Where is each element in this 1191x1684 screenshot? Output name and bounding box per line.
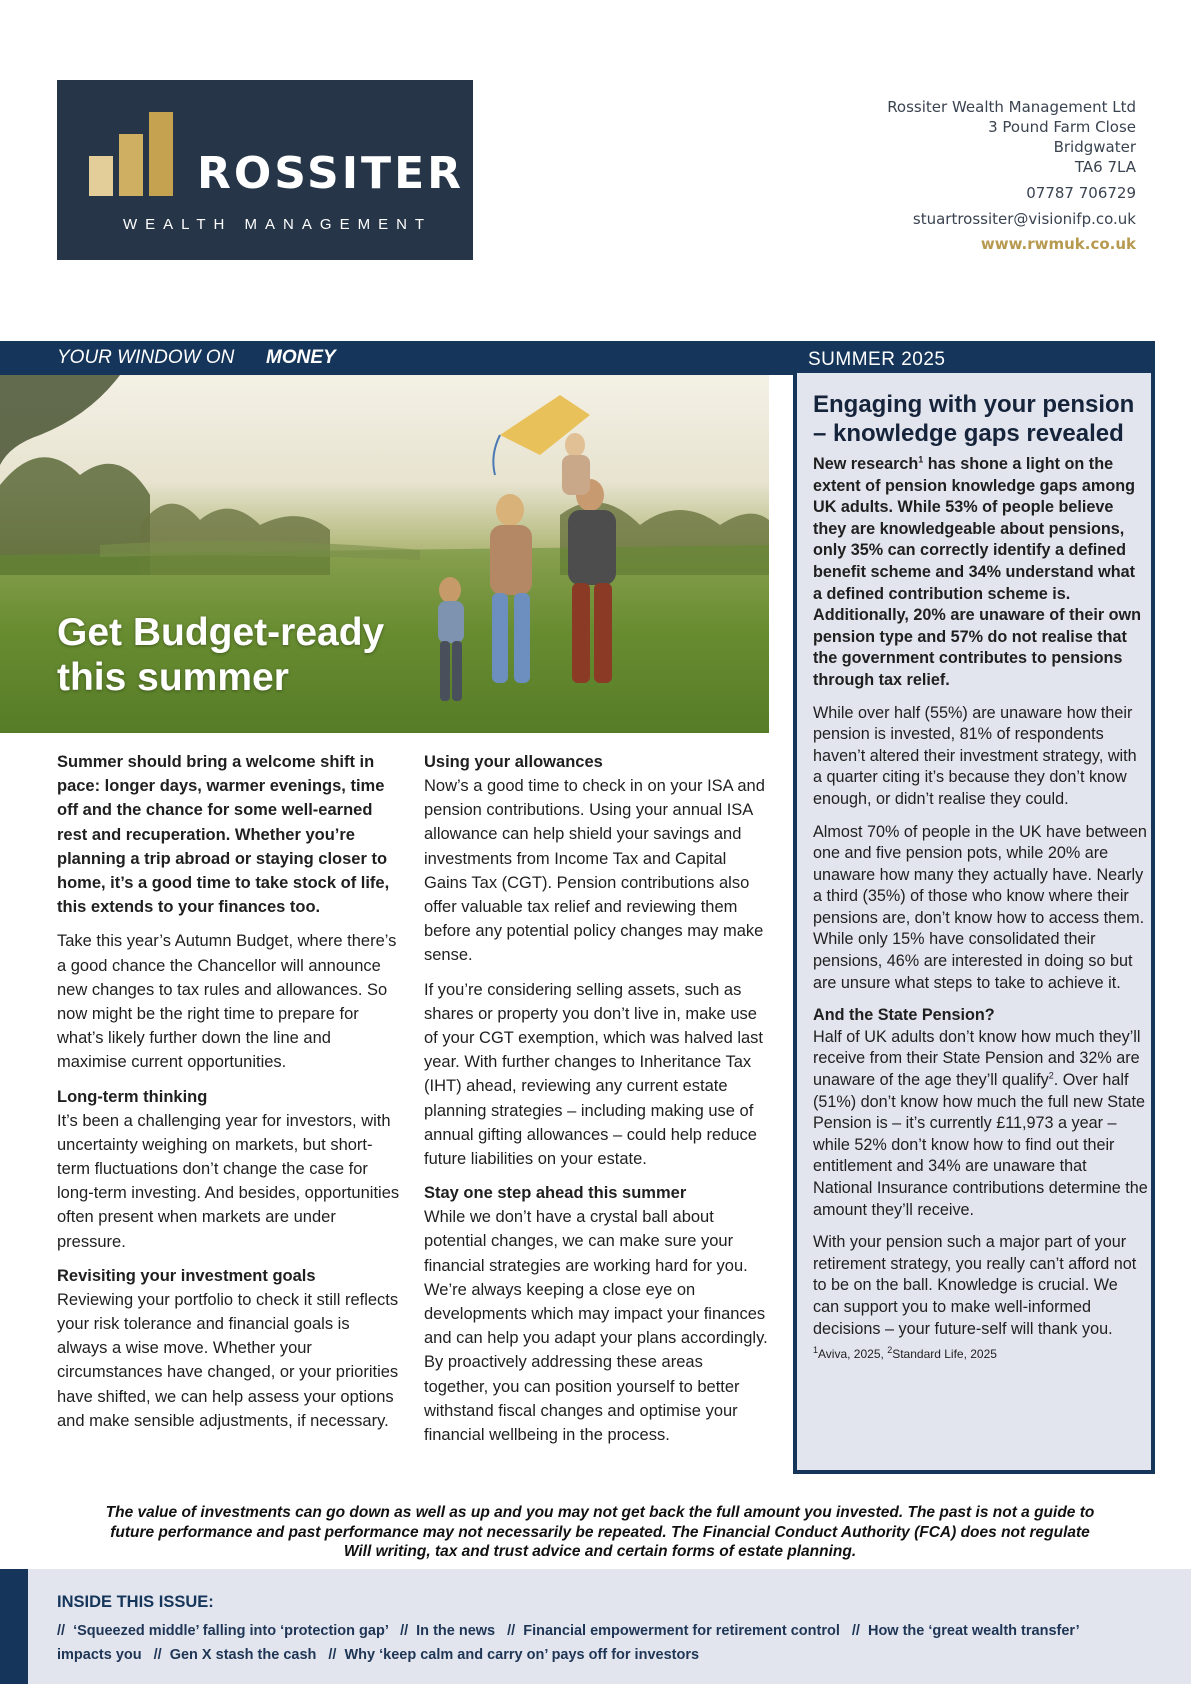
- hero-image: [0, 375, 769, 733]
- issue-item: ‘Squeezed middle’ falling into ‘protection gap’: [73, 1623, 389, 1639]
- company-name: Rossiter Wealth Management Ltd: [887, 98, 1136, 116]
- logo-bar-large: [149, 112, 173, 196]
- separator: //: [851, 1623, 860, 1639]
- issue-item: In the news: [416, 1623, 496, 1639]
- sidebar-intro-rest: has shone a light on the extent of pension knowledge gaps among UK adults. While 53% of people believe they are knowledgeable about pensions, only 35% can correctly identify a defined benefit scheme and 34% understand what a defined contribution scheme is. Additionally, 20% are unaware of their own pension type and 57% do not realise that the government contributes to pensions through tax relief.: [813, 455, 1142, 689]
- newsletter-banner: [0, 341, 1155, 375]
- company-logo: [57, 80, 473, 260]
- hero-title: [57, 610, 477, 700]
- separator: //: [328, 1647, 337, 1663]
- article-paragraph: It’s been a challenging year for investors, with uncertainty weighing on markets, but short-term fluctuations don’t change the case for long-term investing. And besides, opportunities often present when markets are under pressure.: [57, 1111, 400, 1251]
- inside-title: INSIDE THIS ISSUE:: [57, 1593, 214, 1611]
- footnote-marker: 2: [887, 1345, 893, 1356]
- footnotes: [813, 1346, 1148, 1362]
- banner-title: YOUR WINDOW ON: [57, 347, 235, 368]
- article-paragraph: Now’s a good time to check in on your ISA and pension contributions. Using your annual ISA allowance can help shield your savings and investments from Income Tax and Capital Gains Tax (CGT). Pension contributions also offer valuable tax relief and reviewing them before any potential policy changes may make sense.: [424, 777, 765, 965]
- address-line: 3 Pound Farm Close: [988, 118, 1136, 136]
- issue-item: Financial empowerment for retirement control: [523, 1623, 840, 1639]
- logo-bar-small: [89, 156, 113, 196]
- sidebar-heading: And the State Pension?: [813, 1006, 995, 1025]
- article-column-2: [424, 750, 769, 1457]
- footnote-ref: 2: [1048, 1070, 1054, 1081]
- contact-address: [887, 97, 1136, 254]
- address-postcode: TA6 7LA: [1074, 158, 1136, 176]
- issue-item: Why ‘keep calm and carry on’ pays off for investors: [344, 1647, 700, 1663]
- sidebar-paragraph: [813, 1027, 1148, 1221]
- article-paragraph: Reviewing your portfolio to check it still reflects your risk tolerance and financial goals is always a wise move. Whether your circumstances have changed, or your priorities have shifted, we can help assess your options and make sensible adjustments, if necessary.: [57, 1290, 399, 1430]
- accent-strip: [0, 1569, 28, 1684]
- address-town: Bridgwater: [1053, 138, 1136, 156]
- logo-name: ROSSITER: [197, 148, 465, 199]
- separator: //: [400, 1623, 409, 1639]
- sidebar-intro: [813, 454, 1148, 692]
- article-paragraph: Take this year’s Autumn Budget, where there’s a good chance the Chancellor will announce new changes to tax rules and allowances. So now might be the right time to prepare for what’s likely further down the line and maximise current opportunities.: [57, 932, 397, 1072]
- separator: //: [153, 1647, 162, 1663]
- state-pension-start: Half of UK adults don’t know how much they’ll receive from their State Pension and 32% are unaware of the age they’ll qualify: [813, 1027, 1141, 1090]
- issue-label: SUMMER 2025: [808, 349, 946, 370]
- pension-sidebar: [793, 373, 1155, 1474]
- sidebar-paragraph: With your pension such a major part of your retirement strategy, you really can’t afford not to be on the ball. Knowledge is crucial. We can support you to make well-informed decisions – your future-self will thank you.: [813, 1233, 1137, 1338]
- website-link[interactable]: www.rwmuk.co.uk: [980, 235, 1136, 253]
- footnote-2: Standard Life, 2025: [892, 1347, 997, 1362]
- risk-disclaimer: The value of investments can go down as well as up and you may not get back the full amount you invested. The past is not a guide to future performance and past performance may not necessarily be repeated. The Financial Conduct Authority (FCA) does not regulate Will writing, tax and trust advice and certain forms of estate planning.: [105, 1504, 1095, 1560]
- footnote-ref: 1: [918, 454, 924, 465]
- email-link[interactable]: stuartrossiter@visionifp.co.uk: [912, 210, 1136, 228]
- logo-bar-medium: [119, 134, 143, 196]
- state-pension-rest: . Over half (51%) don’t know how much the full new State Pension is – it’s currently £11,973 a year – while 52% don’t know how to find out their entitlement and 34% are unaware that National Insurance contributions determine the amount they’ll receive.: [813, 1071, 1148, 1219]
- sidebar-intro-start: New research: [813, 455, 919, 473]
- logo-tagline: WEALTH MANAGEMENT: [123, 216, 433, 233]
- footnote-marker: 1: [813, 1345, 819, 1356]
- banner-title-bold: MONEY: [266, 347, 336, 368]
- section-heading: Using your allowances: [424, 753, 603, 771]
- section-heading: Revisiting your investment goals: [57, 1266, 316, 1285]
- bar-chart-logo-icon: [89, 112, 181, 196]
- hero-title-line1: Get Budget-ready: [57, 611, 385, 654]
- article-paragraph: While we don’t have a crystal ball about potential changes, we can make sure your financial strategies are working hard for you. We’re always keeping a close eye on developments which may impact your finances and can help you adapt your plans accordingly. By proactively addressing these areas together, you can position yourself to better withstand fiscal changes and optimise your financial wellbeing in the process.: [424, 1208, 768, 1445]
- article-intro: Summer should bring a welcome shift in pace: longer days, warmer evenings, time off and the chance for some well-earned rest and recuperation. Whether you’re planning a trip abroad or staying closer to home, it’s a good time to take stock of life, this extends to your finances too.: [57, 753, 390, 917]
- hero-title-line2: this summer: [57, 656, 289, 699]
- issue-item: How the ‘great wealth transfer’ impacts you: [57, 1623, 1079, 1663]
- section-heading: Long-term thinking: [57, 1087, 208, 1106]
- phone-number: 07787 706729: [1026, 184, 1136, 202]
- article-column-1: [57, 750, 402, 1443]
- issue-contents-list: [57, 1619, 1117, 1667]
- sidebar-paragraph: Almost 70% of people in the UK have between one and five pension pots, while 20% are unaware how many they actually have. Nearly a third (35%) of those who know where their pensions are, don’t know how to access them. While only 15% have consolidated their pensions, 46% are interested in doing so but are unsure what steps to take to achieve it.: [813, 822, 1147, 992]
- separator: //: [507, 1623, 516, 1639]
- separator: //: [57, 1623, 66, 1639]
- footnote-1: Aviva, 2025,: [818, 1347, 888, 1362]
- article-paragraph: If you’re considering selling assets, such as shares or property you don’t live in, make use of your CGT exemption, which was halved last year. With further changes to Inheritance Tax (IHT) ahead, reviewing any current estate planning strategies – including making use of annual gifting allowances – could help reduce future liabilities on your estate.: [424, 980, 764, 1169]
- sidebar-title: Engaging with your pension – knowledge gaps revealed: [813, 391, 1135, 447]
- section-heading: Stay one step ahead this summer: [424, 1184, 687, 1203]
- inside-this-issue: [0, 1569, 1191, 1684]
- issue-item: Gen X stash the cash: [169, 1647, 317, 1663]
- sidebar-paragraph: While over half (55%) are unaware how their pension is invested, 81% of respondents haven’t altered their investment strategy, with a quarter citing it’s because they don’t know enough, or didn’t realise they could.: [813, 703, 1137, 808]
